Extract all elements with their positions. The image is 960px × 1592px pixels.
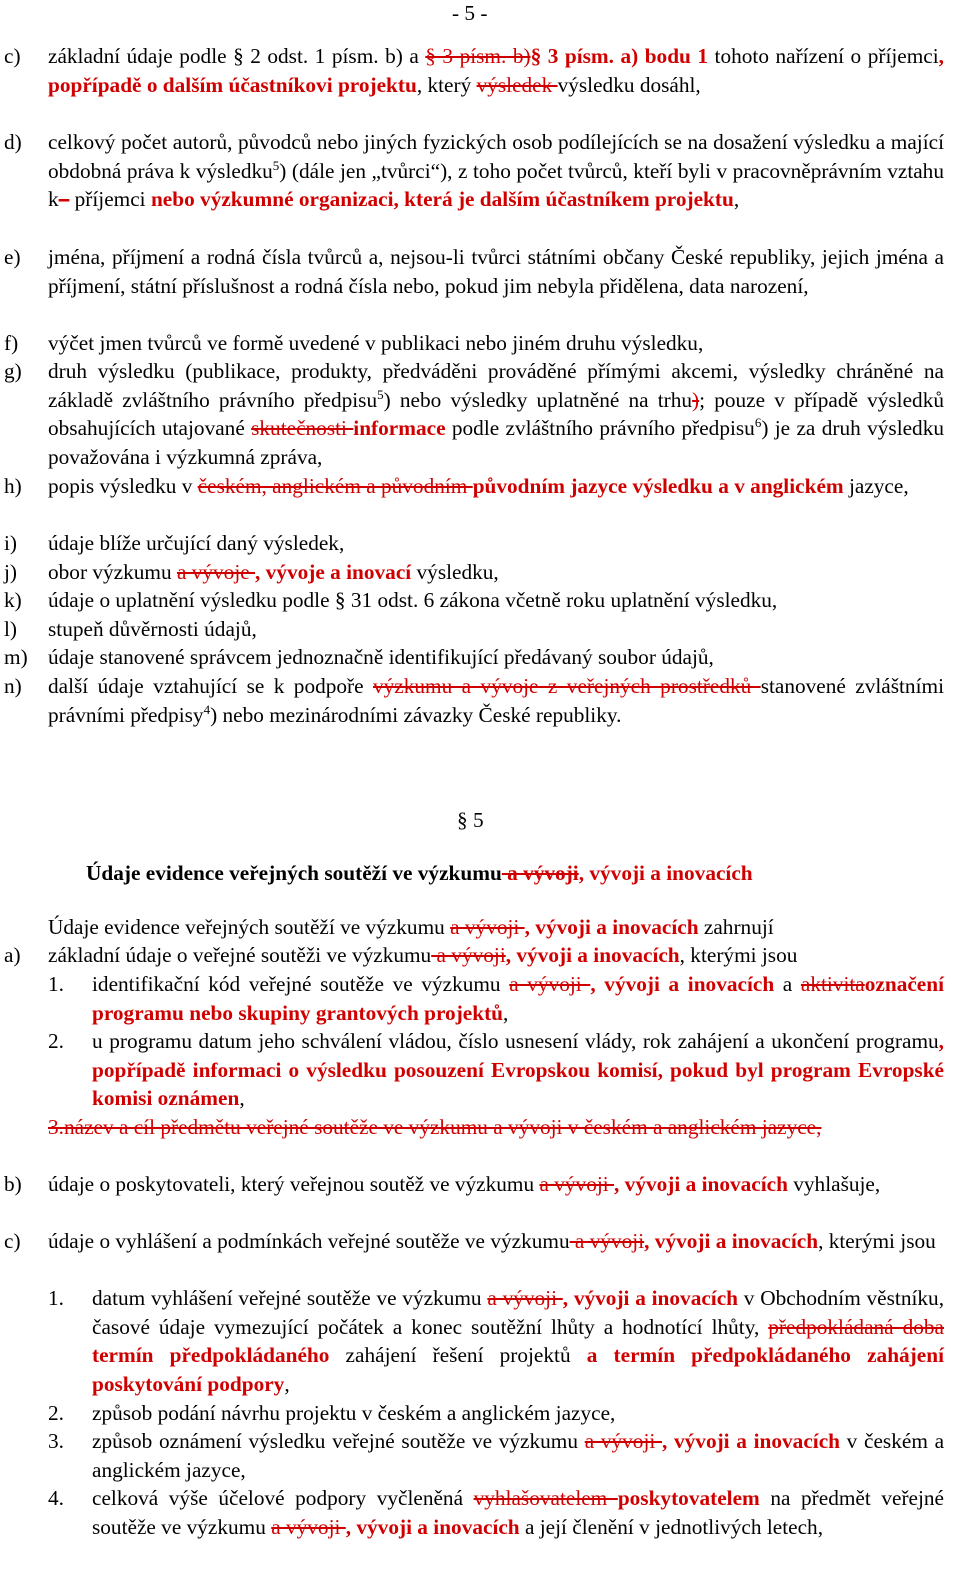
- item-text: jména, příjmení a rodná čísla tvůrců a, nejsou-li tvůrci státními občany České republiky, jejich jména a příjmení, státní příslušnost a rodná čísla nebo, pokud jim nebyla přidělena, data narození,: [48, 245, 944, 298]
- deleted-text: aktivita: [800, 972, 865, 996]
- inserted-text: poskytovatelem: [617, 1486, 760, 1510]
- deleted-text: a vývoji: [509, 972, 591, 996]
- footnote-ref: 5: [377, 386, 384, 402]
- sub-item-label: 3.: [48, 1429, 64, 1453]
- deleted-text: předpokládaná doba: [768, 1314, 944, 1339]
- deleted-text: českém, anglickém a původním: [197, 474, 473, 498]
- sub-item-text: identifikační kód veřejné soutěže ve výzkumu a vývoji , vývoji a inovacích a aktivitaoznačení programu nebo skupiny grantových projektů,: [92, 972, 945, 1025]
- item-text: základní údaje podle § 2 odst. 1 písm. b) a § 3 písm. b)§ 3 písm. a) bodu 1 tohoto nařízení o příjemci, popřípadě o dalším účastníkovi projektu, který výsledek výsledku dosáhl,: [48, 44, 944, 97]
- inserted-text: informace: [353, 416, 446, 441]
- intro-paragraph: Údaje evidence veřejných soutěží ve výzkumu a vývoji , vývoji a inovacích zahrnují: [48, 915, 774, 939]
- item-label: g): [4, 359, 22, 383]
- deleted-text: a vývoji: [539, 1172, 615, 1196]
- item-label: a): [4, 943, 21, 967]
- deleted-text: –: [58, 187, 70, 212]
- inserted-text: , popřípadě o dalším účastníkovi projektu: [48, 44, 944, 97]
- sub-item: [48, 1027, 944, 1113]
- item-text: údaje stanovené správcem jednoznačně identifikující předávaný soubor údajů,: [48, 645, 714, 669]
- list-item-g: [0, 357, 944, 472]
- footnote-ref: 4: [203, 701, 211, 717]
- deleted-text: vyhlašovatelem: [473, 1486, 618, 1510]
- list-item-e: [0, 243, 944, 300]
- inserted-text: a termín předpokládaného zahájení poskytování podpory: [92, 1343, 944, 1397]
- sub-item-label: 2.: [48, 1401, 64, 1425]
- list-item-f: [0, 329, 944, 358]
- deleted-text: a vývoji: [431, 943, 506, 967]
- item-text: stupeň důvěrnosti údajů,: [48, 617, 257, 641]
- inserted-text: , popřípadě informaci o výsledku posouzení Evropskou komisí, pokud byl program Evropské komisi oznámen: [92, 1029, 944, 1111]
- deleted-text: § 3 písm. b): [425, 44, 531, 68]
- deleted-text: a vývoji: [584, 1429, 662, 1453]
- deleted-text: a vývoji: [271, 1514, 346, 1539]
- deleted-text: a vývoji: [487, 1286, 563, 1310]
- list-item-a: [0, 941, 944, 970]
- sub-item: [48, 1399, 944, 1428]
- list-item-d: [0, 128, 944, 214]
- list-item-c: [0, 42, 944, 99]
- deleted-text: 3.název a cíl předmětu veřejné soutěže ve výzkumu a vývoji v českém a anglickém jazyce,: [48, 1115, 822, 1139]
- item-text: obor výzkumu a vývoje , vývoje a inovací výsledku,: [48, 560, 499, 584]
- list-item-m: [0, 643, 944, 672]
- inserted-text: , vývoji a inovacích: [661, 1429, 840, 1453]
- inserted-text: , vývoji a inovacích: [562, 1286, 739, 1310]
- inserted-text: , vývoji a inovacích: [345, 1514, 520, 1539]
- item-label: e): [4, 245, 21, 269]
- item-text: celkový počet autorů, původců nebo jiných fyzických osob podílejících se na dosažení výsledku a mající obdobná práva k výsledku$^5$) (dále jen „tvůrci“), z toho počet tvůrců, kteří byli v pracovněprávním vztahu k– příjemci nebo výzkumné organizaci, která je dalším účastníkem projektu,: [48, 130, 944, 212]
- inserted-text: označení programu nebo skupiny grantových projektů: [92, 972, 945, 1025]
- list-item-h: [0, 472, 944, 501]
- sub-item: [48, 1284, 944, 1399]
- item-text: údaje blíže určující daný výsledek,: [48, 531, 345, 555]
- sub-item: [48, 1427, 944, 1484]
- inserted-text: , vývoji a inovacích: [524, 915, 699, 939]
- item-label: m): [4, 645, 28, 669]
- deleted-text: ): [692, 387, 700, 412]
- item-label: j): [4, 560, 18, 584]
- footnote-ref: 6: [754, 415, 762, 431]
- sub-item-text: datum vyhlášení veřejné soutěže ve výzkumu a vývoji , vývoji a inovacích v Obchodním věstníku, časové údaje vymezující počátek a konec soutěžní lhůty a hodnotící lhůty, předpokládaná doba termín předpokládaného zahájení řešení projektů a termín předpokládaného zahájení poskytování podpory,: [92, 1286, 945, 1397]
- section-title: Údaje evidence veřejných soutěží ve výzkumu a vývoji, vývoji a inovacích: [86, 861, 753, 885]
- item-label: h): [4, 474, 22, 498]
- deleted-text: skutečnosti: [251, 416, 354, 441]
- item-text: údaje o vyhlášení a podmínkách veřejné soutěže ve výzkumu a vývoji, vývoji a inovacích, kterými jsou: [48, 1229, 936, 1253]
- list-item-k: [0, 586, 944, 615]
- item-label: f): [4, 331, 19, 355]
- section-number: § 5: [457, 808, 484, 832]
- item-label: b): [4, 1172, 22, 1196]
- page-number: - 5 -: [452, 1, 488, 25]
- sub-item-text: způsob oznámení výsledku veřejné soutěže ve výzkumu a vývoji , vývoji a inovacích v českém a anglickém jazyce,: [92, 1429, 945, 1482]
- list-item-i: [0, 529, 944, 558]
- deleted-text: a vývoje: [176, 560, 256, 584]
- item-text: další údaje vztahující se k podpoře výzkumu a vývoje z veřejných prostředků stanovené zvláštními právními předpisy$^4$) nebo mezinárodními závazky České republiky.: [48, 674, 944, 727]
- sub-item-text: celková výše účelové podpory vyčleněná vyhlašovatelem poskytovatelem na předmět veřejné soutěže ve výzkumu a vývoji , vývoji a inovacích a její členění v jednotlivých letech,: [92, 1486, 945, 1539]
- item-label: k): [4, 588, 22, 612]
- sub-item: [48, 1484, 944, 1541]
- inserted-text: , vývoji a inovacích: [578, 861, 753, 885]
- sub-item: [48, 970, 944, 1027]
- item-label: i): [4, 531, 18, 555]
- inserted-text: původním jazyce výsledku a v anglickém: [472, 474, 844, 498]
- footnote-ref: 5: [272, 157, 280, 173]
- item-text: údaje o uplatnění výsledku podle § 31 odst. 6 zákona včetně roku uplatnění výsledku,: [48, 588, 778, 612]
- item-label: l): [4, 617, 18, 641]
- list-item-j: [0, 558, 944, 587]
- item-text: výčet jmen tvůrců ve formě uvedené v publikaci nebo jiném druhu výsledku,: [48, 331, 704, 355]
- item-text: údaje o poskytovateli, který veřejnou soutěž ve výzkumu a vývoji , vývoji a inovacích vyhlašuje,: [48, 1172, 881, 1196]
- deleted-text: a vývoji: [450, 915, 525, 939]
- deleted-text: a vývoji: [569, 1229, 645, 1253]
- deleted-sub-item: [48, 1113, 944, 1142]
- list-item-n: [0, 672, 944, 729]
- item-label: d): [4, 130, 22, 154]
- inserted-text: , vývoji a inovacích: [644, 1229, 819, 1253]
- inserted-text: , vývoji a inovacích: [614, 1172, 788, 1196]
- sub-item-text: u programu datum jeho schválení vládou, číslo usnesení vlády, rok zahájení a ukončení programu, popřípadě informaci o výsledku posouzení Evropskou komisí, pokud byl program Evropské komisi oznámen,: [92, 1029, 944, 1111]
- item-text: základní údaje o veřejné soutěži ve výzkumu a vývoji, vývoji a inovacích, kterými jsou: [48, 943, 798, 967]
- list-item-l: [0, 615, 944, 644]
- item-label: n): [4, 674, 22, 698]
- deleted-text: výsledek: [476, 72, 558, 97]
- item-label: c): [4, 1229, 21, 1253]
- item-label: c): [4, 44, 21, 68]
- inserted-text: , vývoji a inovacích: [505, 943, 680, 967]
- inserted-text: § 3 písm. a) bodu 1: [530, 44, 709, 68]
- item-text: druh výsledku (publikace, produkty, předváděni prováděné přímými akcemi, výsledky chráněné na základě zvláštního právního předpisu$^5$) nebo výsledky uplatněné na trhu); pouze v případě výsledků obsahujících utajované skutečnosti informace podle zvláštního právního předpisu$^6$) je za druh výsledku považována i výzkumná zpráva,: [48, 359, 945, 470]
- inserted-text: nebo výzkumné organizaci, která je dalším účastníkem projektu: [150, 187, 734, 212]
- deleted-text: a vývoji: [501, 861, 579, 885]
- deleted-text: výzkumu a vývoje z veřejných prostředků: [373, 674, 761, 698]
- sub-item-label: 1.: [48, 1286, 64, 1310]
- list-item-c2: [0, 1227, 944, 1256]
- sub-item-label: 2.: [48, 1029, 64, 1053]
- sub-item-label: 4.: [48, 1486, 64, 1510]
- inserted-text: termín předpokládaného: [92, 1343, 330, 1368]
- item-text: popis výsledku v českém, anglickém a původním původním jazyce výsledku a v anglickém jazyce,: [48, 474, 909, 498]
- inserted-text: , vývoje a inovací: [255, 560, 412, 584]
- list-item-b: [0, 1170, 944, 1199]
- inserted-text: , vývoji a inovacích: [590, 972, 775, 996]
- sub-item-text: způsob podání návrhu projektu v českém a anglickém jazyce,: [92, 1401, 616, 1425]
- sub-item-label: 1.: [48, 972, 64, 996]
